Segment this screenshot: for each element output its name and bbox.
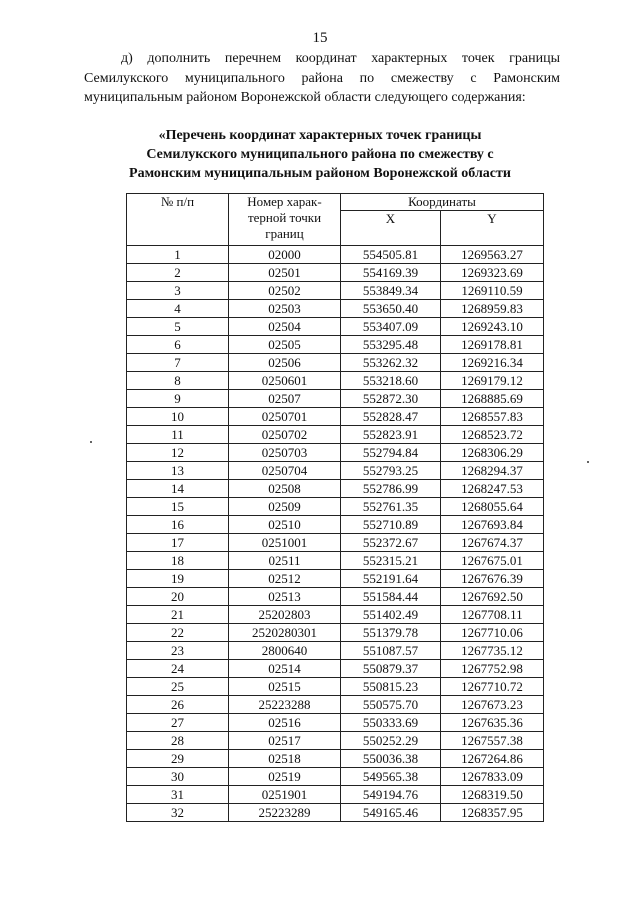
cell-num: 4 [127,300,229,318]
cell-y: 1267735.12 [441,642,544,660]
table-row [127,660,544,678]
cell-point: 02515 [229,678,341,696]
intro-paragraph: д) дополнить перечнем координат характерных точек границы Семилукского муниципального района по смежеству с Рамонским муниципальным районом Воронежской области следующего содержания: [84,51,560,105]
margin-dot-right [587,461,589,463]
cell-y: 1268885.69 [441,390,544,408]
table-row [127,498,544,516]
cell-x: 552786.99 [341,480,441,498]
table-row [127,516,544,534]
table-row [127,642,544,660]
cell-point: 25223289 [229,804,341,822]
cell-y: 1268055.64 [441,498,544,516]
table-row [127,264,544,282]
cell-y: 1269110.59 [441,282,544,300]
cell-y: 1267692.50 [441,588,544,606]
cell-x: 552872.30 [341,390,441,408]
cell-point: 0251001 [229,534,341,552]
cell-x: 550252.29 [341,732,441,750]
table-row [127,624,544,642]
cell-point: 0250601 [229,372,341,390]
cell-y: 1269216.34 [441,354,544,372]
cell-y: 1267752.98 [441,660,544,678]
header-coords: Координаты [341,194,544,211]
header-y: Y [441,211,544,246]
cell-y: 1267557.38 [441,732,544,750]
table-title-line-2: Семилукского муниципального района по смежеству с [146,147,494,162]
table-row [127,606,544,624]
cell-x: 549194.76 [341,786,441,804]
table-title-line-3: Рамонским муниципальным районом Воронежской области [129,166,511,181]
cell-point: 02507 [229,390,341,408]
cell-point: 02518 [229,750,341,768]
cell-point: 02509 [229,498,341,516]
cell-y: 1267710.06 [441,624,544,642]
cell-num: 19 [127,570,229,588]
cell-num: 5 [127,318,229,336]
cell-num: 21 [127,606,229,624]
table-row [127,696,544,714]
cell-x: 551402.49 [341,606,441,624]
cell-point: 25223288 [229,696,341,714]
cell-point: 2800640 [229,642,341,660]
cell-point: 02513 [229,588,341,606]
cell-num: 3 [127,282,229,300]
page-number: 15 [312,30,328,46]
table-row [127,588,544,606]
cell-point: 0251901 [229,786,341,804]
cell-x: 550333.69 [341,714,441,732]
cell-y: 1267833.09 [441,768,544,786]
table-row [127,480,544,498]
cell-num: 10 [127,408,229,426]
cell-num: 26 [127,696,229,714]
table-row [127,300,544,318]
cell-point: 02519 [229,768,341,786]
cell-point: 02505 [229,336,341,354]
cell-point: 0250703 [229,444,341,462]
header-point [229,194,341,246]
table-row [127,804,544,822]
cell-y: 1269323.69 [441,264,544,282]
table-row [127,318,544,336]
cell-x: 552828.47 [341,408,441,426]
table-row [127,786,544,804]
cell-num: 1 [127,246,229,264]
cell-y: 1268523.72 [441,426,544,444]
cell-point: 02000 [229,246,341,264]
cell-x: 551087.57 [341,642,441,660]
cell-x: 554505.81 [341,246,441,264]
cell-num: 13 [127,462,229,480]
table-row [127,552,544,570]
cell-x: 553650.40 [341,300,441,318]
cell-num: 11 [127,426,229,444]
cell-y: 1269178.81 [441,336,544,354]
cell-y: 1267674.37 [441,534,544,552]
cell-num: 31 [127,786,229,804]
cell-x: 552315.21 [341,552,441,570]
table-row [127,282,544,300]
cell-num: 20 [127,588,229,606]
cell-point: 02517 [229,732,341,750]
header-point-line-2: терной точки [247,210,322,225]
cell-point: 02504 [229,318,341,336]
cell-x: 549565.38 [341,768,441,786]
cell-x: 552191.64 [341,570,441,588]
cell-num: 18 [127,552,229,570]
cell-y: 1267264.86 [441,750,544,768]
cell-y: 1267675.01 [441,552,544,570]
cell-y: 1268959.83 [441,300,544,318]
cell-y: 1267673.23 [441,696,544,714]
cell-y: 1267693.84 [441,516,544,534]
table-row [127,336,544,354]
cell-point: 02506 [229,354,341,372]
cell-x: 552823.91 [341,426,441,444]
cell-x: 550815.23 [341,678,441,696]
cell-y: 1268247.53 [441,480,544,498]
cell-y: 1267708.11 [441,606,544,624]
cell-num: 15 [127,498,229,516]
cell-point: 02511 [229,552,341,570]
cell-x: 549165.46 [341,804,441,822]
cell-x: 554169.39 [341,264,441,282]
cell-point: 02514 [229,660,341,678]
cell-num: 16 [127,516,229,534]
cell-y: 1269563.27 [441,246,544,264]
cell-x: 552710.89 [341,516,441,534]
table-row [127,372,544,390]
cell-x: 553262.32 [341,354,441,372]
table-row [127,444,544,462]
header-x: X [341,211,441,246]
cell-point: 02503 [229,300,341,318]
cell-point: 02510 [229,516,341,534]
table-row [127,534,544,552]
margin-dot-left [90,441,92,443]
cell-num: 29 [127,750,229,768]
cell-num: 2 [127,264,229,282]
cell-y: 1268306.29 [441,444,544,462]
cell-y: 1268319.50 [441,786,544,804]
cell-num: 12 [127,444,229,462]
cell-x: 550575.70 [341,696,441,714]
cell-x: 552372.67 [341,534,441,552]
cell-x: 550879.37 [341,660,441,678]
table-row [127,768,544,786]
table-row [127,570,544,588]
cell-point: 02512 [229,570,341,588]
cell-point: 2520280301 [229,624,341,642]
cell-y: 1268557.83 [441,408,544,426]
cell-num: 22 [127,624,229,642]
cell-point: 0250701 [229,408,341,426]
cell-y: 1267635.36 [441,714,544,732]
header-num: № п/п [127,194,229,246]
cell-num: 32 [127,804,229,822]
table-row [127,714,544,732]
cell-y: 1268294.37 [441,462,544,480]
table-row [127,426,544,444]
table-row [127,462,544,480]
coordinates-table [126,193,544,822]
cell-num: 7 [127,354,229,372]
cell-point: 02516 [229,714,341,732]
table-row [127,390,544,408]
cell-point: 02501 [229,264,341,282]
header-point-line-1: Номер харак- [247,194,322,209]
cell-y: 1267710.72 [441,678,544,696]
table-row [127,750,544,768]
table-title-line-1: «Перечень координат характерных точек границы [158,128,482,143]
cell-num: 9 [127,390,229,408]
table-body [127,246,544,822]
cell-x: 551584.44 [341,588,441,606]
header-point-line-3: границ [265,226,304,241]
cell-num: 25 [127,678,229,696]
cell-x: 553218.60 [341,372,441,390]
cell-x: 552794.84 [341,444,441,462]
cell-point: 02508 [229,480,341,498]
cell-y: 1269243.10 [441,318,544,336]
cell-x: 553849.34 [341,282,441,300]
cell-y: 1269179.12 [441,372,544,390]
cell-num: 8 [127,372,229,390]
cell-num: 30 [127,768,229,786]
cell-num: 23 [127,642,229,660]
cell-num: 14 [127,480,229,498]
cell-num: 17 [127,534,229,552]
cell-point: 02502 [229,282,341,300]
cell-x: 552793.25 [341,462,441,480]
cell-x: 551379.78 [341,624,441,642]
cell-num: 28 [127,732,229,750]
cell-x: 553407.09 [341,318,441,336]
table-row [127,354,544,372]
table-row [127,732,544,750]
cell-num: 24 [127,660,229,678]
table-row [127,408,544,426]
cell-x: 553295.48 [341,336,441,354]
cell-x: 550036.38 [341,750,441,768]
cell-y: 1267676.39 [441,570,544,588]
cell-point: 25202803 [229,606,341,624]
cell-point: 0250702 [229,426,341,444]
table-row [127,246,544,264]
cell-num: 6 [127,336,229,354]
cell-num: 27 [127,714,229,732]
cell-y: 1268357.95 [441,804,544,822]
cell-point: 0250704 [229,462,341,480]
table-row [127,678,544,696]
table-title [80,126,560,183]
cell-x: 552761.35 [341,498,441,516]
